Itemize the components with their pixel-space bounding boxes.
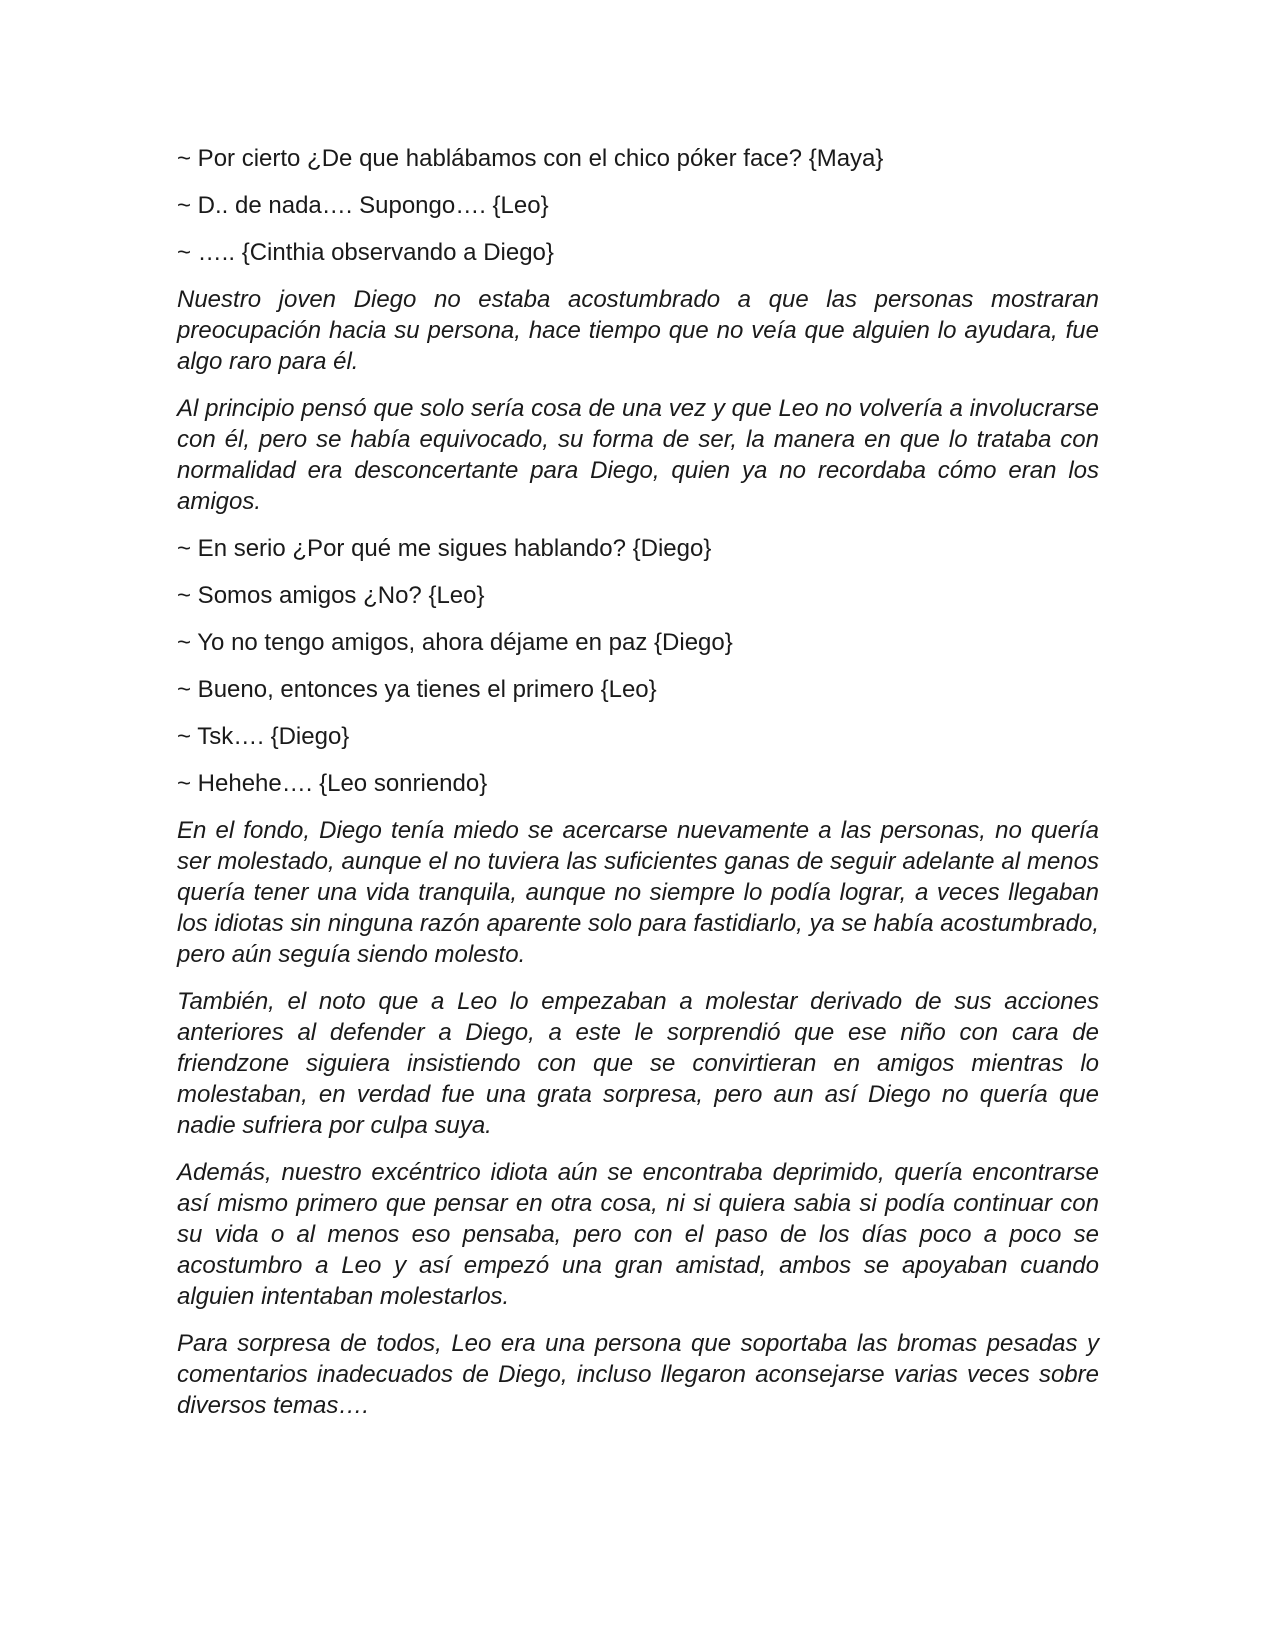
narration-paragraph: Nuestro joven Diego no estaba acostumbrado a que las personas mostraran preocupación hacia su persona, hace tiempo que no veía que alguien lo ayudara, fue algo raro para él. bbox=[177, 286, 1099, 375]
dialogue-line: ~ Yo no tengo amigos, ahora déjame en paz {Diego} bbox=[177, 629, 733, 656]
dialogue-line: ~ Hehehe…. {Leo sonriendo} bbox=[177, 770, 488, 797]
dialogue-line: ~ Somos amigos ¿No? {Leo} bbox=[177, 582, 485, 609]
narration-paragraph: Además, nuestro excéntrico idiota aún se encontraba deprimido, quería encontrarse así mismo primero que pensar en otra cosa, ni si quiera sabia si podía continuar con su vida o al menos eso pensaba, pero con el paso de los días poco a poco se acostumbro a Leo y así empezó una gran amistad, ambos se apoyaban cuando alguien intentaban molestarlos. bbox=[177, 1159, 1099, 1310]
narration-paragraph: También, el noto que a Leo lo empezaban a molestar derivado de sus acciones anteriores al defender a Diego, a este le sorprendió que ese niño con cara de friendzone siguiera insistiendo con que se convirtieran en amigos mientras lo molestaban, en verdad fue una grata sorpresa, pero aun así Diego no quería que nadie sufriera por culpa suya. bbox=[177, 988, 1099, 1139]
dialogue-line: ~ D.. de nada…. Supongo…. {Leo} bbox=[177, 192, 549, 219]
dialogue-line: ~ ….. {Cinthia observando a Diego} bbox=[177, 239, 554, 266]
dialogue-line: ~ Tsk…. {Diego} bbox=[177, 723, 350, 750]
dialogue-line: ~ Por cierto ¿De que hablábamos con el chico póker face? {Maya} bbox=[177, 145, 884, 172]
dialogue-line: ~ En serio ¿Por qué me sigues hablando? {Diego} bbox=[177, 535, 712, 562]
dialogue-line: ~ Bueno, entonces ya tienes el primero {Leo} bbox=[177, 676, 657, 703]
page-body bbox=[177, 143, 1099, 1437]
narration-paragraph: Al principio pensó que solo sería cosa de una vez y que Leo no volvería a involucrarse con él, pero se había equivocado, su forma de ser, la manera en que lo trataba con normalidad era desconcertante para Diego, quien ya no recordaba cómo eran los amigos. bbox=[177, 395, 1099, 515]
narration-paragraph: Para sorpresa de todos, Leo era una persona que soportaba las bromas pesadas y comentarios inadecuados de Diego, incluso llegaron aconsejarse varias veces sobre diversos temas…. bbox=[177, 1330, 1099, 1419]
narration-paragraph: En el fondo, Diego tenía miedo se acercarse nuevamente a las personas, no quería ser molestado, aunque el no tuviera las suficientes ganas de seguir adelante al menos quería tener una vida tranquila, aunque no siempre lo podía lograr, a veces llegaban los idiotas sin ninguna razón aparente solo para fastidiarlo, ya se había acostumbrado, pero aún seguía siendo molesto. bbox=[177, 817, 1099, 968]
